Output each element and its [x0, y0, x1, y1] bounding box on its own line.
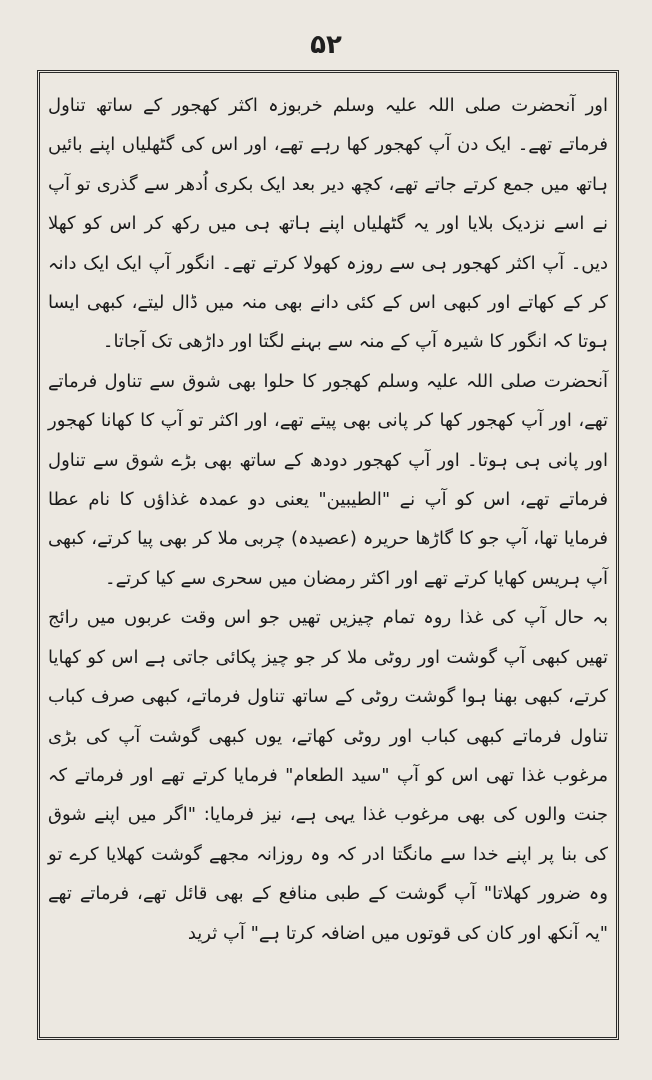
paragraph-3: بہ حال آپ کی غذا روہ تمام چیزیں تھیں جو اس وقت عربوں میں رائج تھیں کبھی آپ گوشت اور روٹی ملا کر جو چیز پکائی جاتی ہے اس کو کھایا کرتے، کبھی بھنا ہوا گوشت روٹی کے ساتھ تناول فرماتے، کبھی صرف کباب تناول فرماتے کبھی کباب اور روٹی کھاتے، یوں کبھی گوشت آپ کی بڑی مرغوب غذا تھی اس کو آپ "سید الطعام" فرمایا کرتے تھے اور فرماتے کہ جنت والوں کی بھی مرغوب غذا یہی ہے، نیز فرمایا: "اگر میں اپنے شوق کی بنا پر اپنے خدا سے مانگتا ادر کہ وہ روزانہ مجھے گوشت کھلایا کرے تو وہ ضرور کھلاتا" آپ گوشت کے طبی منافع کے بھی قائل تھے، فرماتے تھے "یہ آنکھ اور کان کی قوتوں میں اضافہ کرتا ہے" آپ ثرید: [48, 607, 608, 944]
paragraph-2: آنحضرت صلی اللہ علیہ وسلم کھجور کا حلوا بھی شوق سے تناول فرماتے تھے، اور آپ کھجور کھا کر پانی بھی پیتے تھے، اور اکثر تو آپ کا کھانا کھجور اور پانی ہی ہوتا۔ اور آپ کھجور دودھ کے ساتھ بھی بڑے شوق سے تناول فرماتے تھے، اس کو آپ نے "الطیبین" یعنی دو عمدہ غذاؤں کا نام عطا فرمایا تھا، آپ جو کا گاڑھا حریرہ (عصیدہ) چربی ملا کر بھی پیا کرتے، کبھی آپ ہریس کھایا کرتے تھے اور اکثر رمضان میں سحری سے کیا کرتے۔: [48, 370, 608, 589]
body-text: [48, 86, 608, 953]
page-number: ۵۲: [310, 30, 342, 60]
paragraph-1: اور آنحضرت صلی اللہ علیہ وسلم خربوزہ اکثر کھجور کے ساتھ تناول فرماتے تھے۔ ایک دن آپ کھجور کھا رہے تھے، اور اس کی گٹھلیاں اپنے بائیں ہاتھ میں جمع کرتے جاتے تھے، کچھ دیر بعد ایک بکری اُدھر سے گذری تو آپ نے اسے نزدیک بلایا اور یہ گٹھلیاں اپنے ہاتھ ہی میں رکھ کر اس کو کھلا دیں۔ آپ اکثر کھجور ہی سے روزہ کھولا کرتے تھے۔ انگور آپ ایک ایک دانہ کر کے کھاتے اور کبھی اس کے کئی دانے بھی منہ میں ڈال لیتے، کبھی ایسا ہوتا کہ انگور کا شیرہ آپ کے منہ سے بہنے لگتا اور داڑھی تک آجاتا۔: [48, 95, 608, 353]
